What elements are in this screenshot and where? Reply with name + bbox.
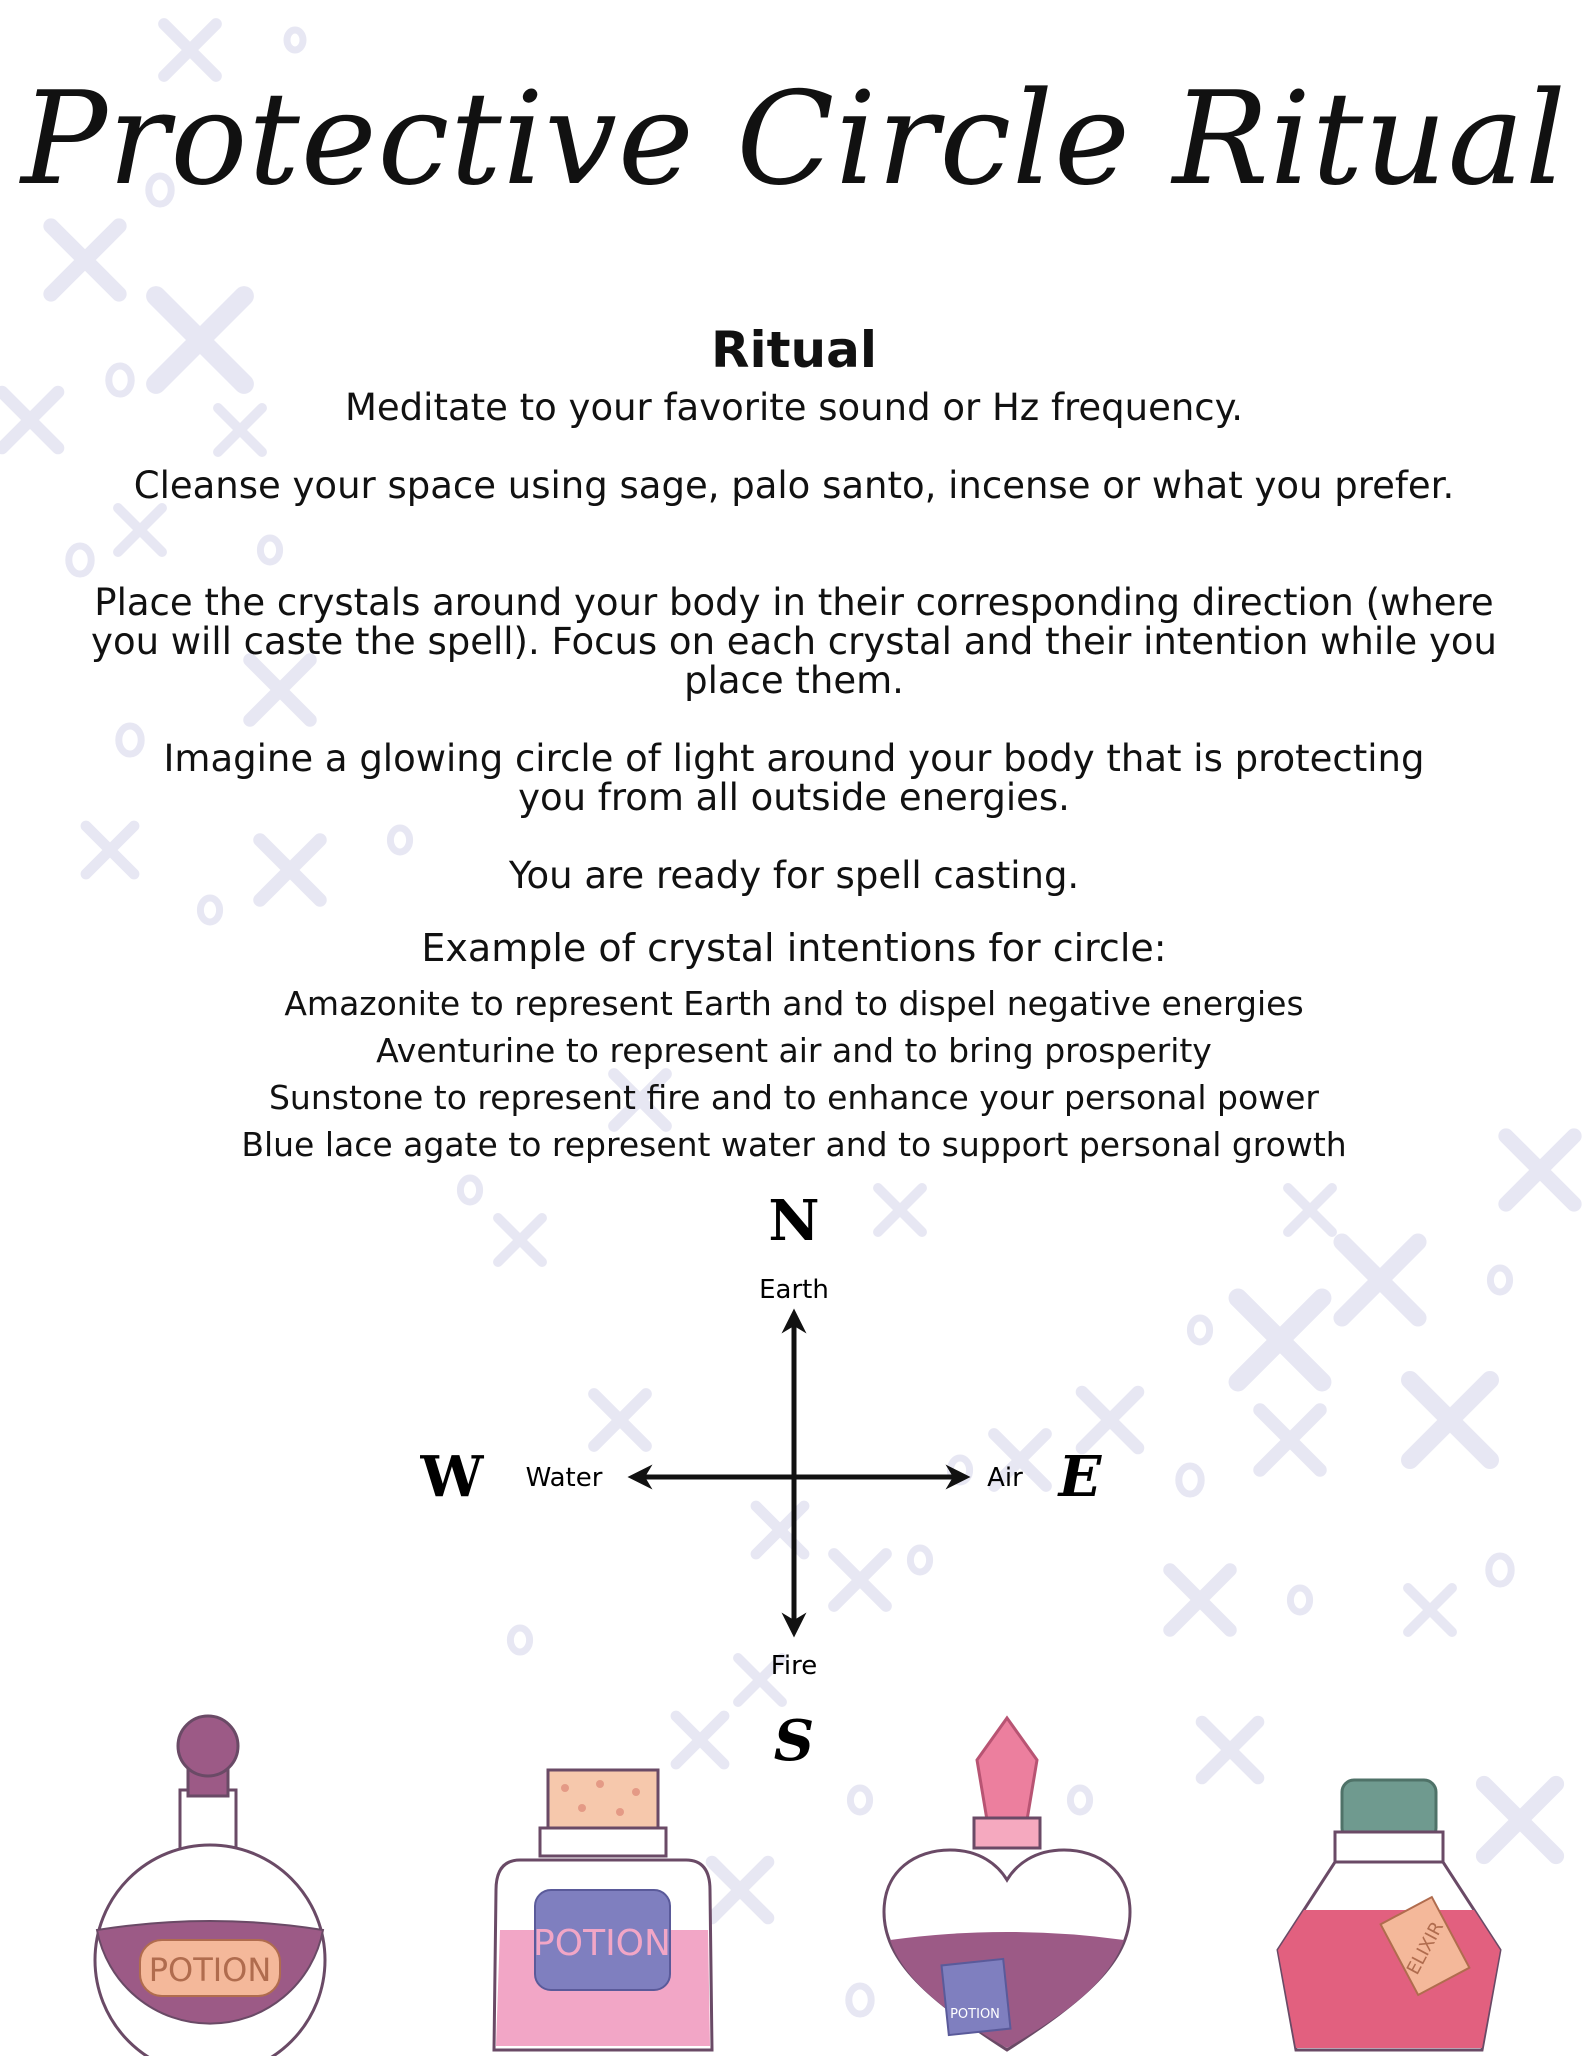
- compass-north-element: Earth: [759, 1275, 829, 1305]
- elixir-flask-icon: [1278, 1780, 1500, 2050]
- compass-west-letter: W: [420, 1444, 484, 1510]
- step-5: You are ready for spell casting.: [508, 854, 1080, 897]
- compass-west-element: Water: [525, 1463, 603, 1493]
- heart-potion-bottle-icon: [884, 1718, 1130, 2050]
- intentions-heading: Example of crystal intentions for circle:: [421, 926, 1167, 970]
- intention-item: Amazonite to represent Earth and to dispel negative energies: [284, 984, 1304, 1023]
- step-3: Place the crystals around your body in their corresponding direction (where you will caste the spell). Focus on each crystal and their intention while you place them.: [91, 581, 1497, 702]
- step-2: Cleanse your space using sage, palo santo, incense or what you prefer.: [133, 464, 1455, 507]
- intention-item: Blue lace agate to represent water and to support personal growth: [241, 1125, 1347, 1164]
- compass-south-letter: S: [773, 1708, 815, 1770]
- intention-item: Sunstone to represent fire and to enhance your personal power: [268, 1078, 1319, 1117]
- bottle-label: POTION: [148, 1951, 272, 1989]
- intentions-list: [40, 980, 1548, 1168]
- compass-north-letter: N: [768, 1190, 820, 1254]
- compass-east-letter: E: [1058, 1444, 1102, 1510]
- compass-east-element: Air: [987, 1463, 1023, 1493]
- step-1: Meditate to your favorite sound or Hz frequency.: [344, 386, 1244, 429]
- bottle-label: POTION: [533, 1923, 671, 1964]
- page-title: Protective Circle Ritual: [21, 65, 1567, 214]
- potion-bottles-illustration: [0, 1700, 1588, 2056]
- bottle-label: POTION: [950, 2007, 1000, 2022]
- ritual-heading: Ritual: [710, 321, 877, 379]
- bottle-label: ELIXIR: [1402, 1918, 1449, 1979]
- round-potion-bottle-icon: [95, 1716, 325, 2056]
- square-potion-jar-icon: [494, 1770, 712, 2050]
- compass-south-element: Fire: [770, 1651, 818, 1681]
- compass-diagram: [380, 1190, 1180, 1770]
- step-4: Imagine a glowing circle of light around your body that is protecting you from all outside energies.: [163, 737, 1425, 819]
- intention-item: Aventurine to represent air and to bring prosperity: [376, 1031, 1212, 1070]
